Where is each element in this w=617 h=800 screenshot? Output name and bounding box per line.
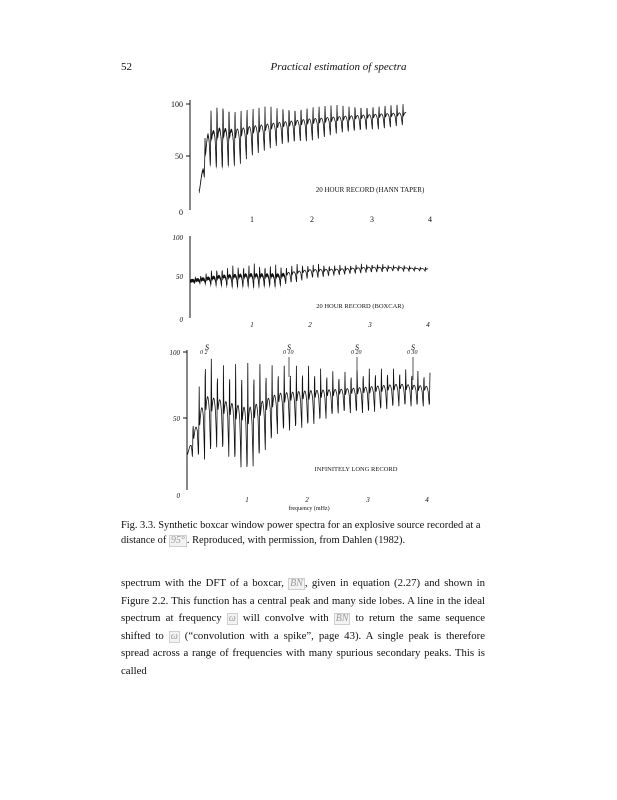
y-tick-label: 50 xyxy=(173,415,180,423)
frequency-symbol: ω xyxy=(228,613,236,624)
x-tick-label: 3 xyxy=(366,496,370,504)
x-tick-label: 3 xyxy=(368,321,372,329)
body-text-run: to return the same sequence shifted to xyxy=(121,612,485,642)
mode-subscript: 0 10 xyxy=(283,350,294,356)
boxcar-symbol: BN xyxy=(335,613,349,624)
panel-infinite xyxy=(170,343,431,512)
spectrum-line xyxy=(199,104,406,191)
x-tick-label: 3 xyxy=(370,215,374,224)
y-tick-label: 0 xyxy=(176,492,180,500)
panel-title: INFINITELY LONG RECORD xyxy=(314,466,398,473)
panel-boxcar xyxy=(173,234,431,329)
x-tick-label: 1 xyxy=(245,496,249,504)
mode-label-0S30 xyxy=(407,343,418,380)
mode-label-0S20 xyxy=(351,343,362,387)
x-tick-label: 4 xyxy=(428,215,432,224)
body-text-run: , given in equation (2.27) and shown in Figure 2.2. This function has a central peak and many side lobes. A line in the ideal spectrum at frequency xyxy=(121,577,485,624)
panel-title: 20 HOUR RECORD (BOXCAR) xyxy=(316,303,404,310)
body-text-run: will convolve with xyxy=(237,612,334,624)
spectrum-line xyxy=(187,359,430,468)
mode-subscript: 0 20 xyxy=(351,350,362,356)
x-tick-label: 1 xyxy=(250,215,254,224)
panel-hann xyxy=(171,100,432,224)
caption-text: . Reproduced, with permission, from Dahlen (1982). xyxy=(186,535,406,546)
page-number: 52 xyxy=(121,61,132,73)
mode-symbol: S xyxy=(287,343,291,352)
x-tick-label: 2 xyxy=(305,496,309,504)
body-text-run: spectrum with the DFT of a boxcar, xyxy=(121,577,289,589)
mode-symbol: S xyxy=(205,343,209,352)
x-axis-label: frequency (mHz) xyxy=(288,506,330,512)
figure-caption xyxy=(121,518,483,548)
caption-text: Fig. 3.3. Synthetic boxcar window power spectra for an explosive source recorded at a distance of xyxy=(121,520,481,546)
mode-subscript: 0 2 xyxy=(200,350,208,356)
body-paragraph xyxy=(121,575,485,680)
body-text-run: (“convolution with a spike”, page 43). A single peak is therefore spread across a range of frequencies with many spurious secondary peaks. This is called xyxy=(121,629,486,677)
mode-symbol: S xyxy=(411,343,415,352)
x-tick-label: 2 xyxy=(310,215,314,224)
y-tick-label: 50 xyxy=(176,273,183,281)
y-tick-label: 50 xyxy=(175,152,183,161)
x-tick-label: 4 xyxy=(426,321,430,329)
running-title: Practical estimation of spectra xyxy=(270,61,407,73)
panel-title: 20 HOUR RECORD (HANN TAPER) xyxy=(315,186,425,194)
y-tick-label: 100 xyxy=(169,349,180,357)
y-tick-label: 0 xyxy=(179,316,183,324)
x-tick-label: 2 xyxy=(308,321,312,329)
spectrum-line xyxy=(190,264,428,288)
frequency-symbol: ω xyxy=(170,630,178,642)
mode-label-0S2 xyxy=(200,343,209,356)
x-tick-label: 4 xyxy=(425,496,429,504)
y-tick-label: 0 xyxy=(179,208,183,217)
mode-subscript: 0 30 xyxy=(407,350,418,356)
boxcar-symbol: BN xyxy=(290,578,303,589)
x-tick-label: 1 xyxy=(250,321,254,329)
y-tick-label: 100 xyxy=(172,234,183,242)
mode-symbol: S xyxy=(355,343,359,352)
y-tick-label: 100 xyxy=(171,100,183,109)
distance-symbol: 95° xyxy=(170,535,185,546)
